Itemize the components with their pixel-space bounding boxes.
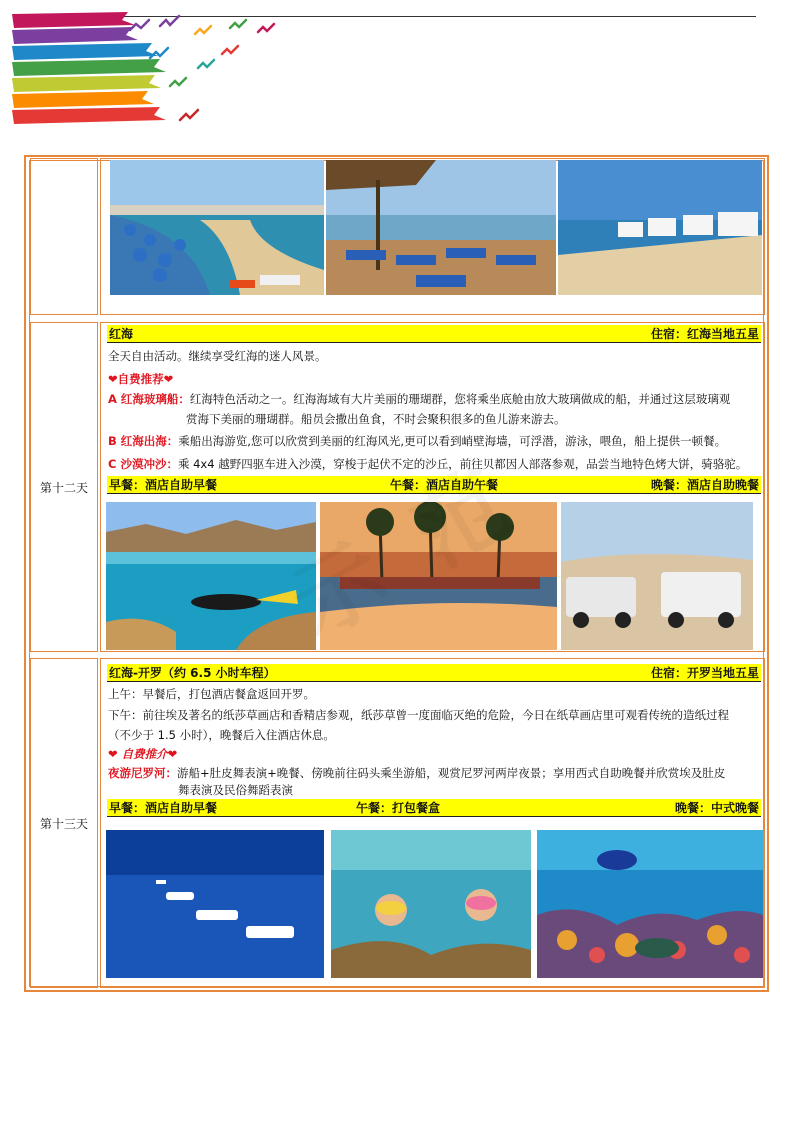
day13-lunch: 午餐：打包餐盒 xyxy=(356,801,441,815)
day12-lunch: 午餐：酒店自助午餐 xyxy=(390,478,499,492)
day13-afternoon: 下午：前往埃及著名的纸莎草画店和香精店参观，纸莎草曾一度面临灭绝的危险，今日在纸草画店里可观看传统的造纸过程 xyxy=(108,708,729,722)
day13-nile-cruise: 夜游尼罗河：游船+肚皮舞表演+晚餐、傍晚前往码头乘坐游船，观赏尼罗河两岸夜景；享用西式自助晚餐并欣赏埃及肚皮 xyxy=(108,766,726,780)
desert-4x4-photo xyxy=(561,502,753,650)
beach-umbrellas-photo xyxy=(110,160,324,295)
beach-villas-photo xyxy=(558,160,762,295)
day12-desc: 全天自由活动。继续享受红海的迷人风景。 xyxy=(108,349,327,363)
day12-title-bar xyxy=(107,325,761,343)
day12-breakfast: 早餐：酒店自助早餐 xyxy=(109,478,218,492)
day12-item-c: C 沙漠冲沙：乘 4x4 越野四驱车进入沙漠，穿梭于起伏不定的沙丘，前往贝都因人部落参观，品尝当地特色烤大饼，骑骆驼。 xyxy=(108,457,748,471)
day13-dinner: 晚餐：中式晚餐 xyxy=(674,801,759,815)
day13-nile-cruise-cont: 舞表演及民俗舞蹈表演 xyxy=(178,783,293,797)
day13-afternoon-cont: （不少于 1.5 小时），晚餐后入住酒店休息。 xyxy=(108,728,335,742)
day13-title: 红海-开罗（约 6.5 小时车程） xyxy=(109,666,276,680)
day12-hotel: 住宿：红海当地五星 xyxy=(650,327,759,341)
yachts-blue-sea-photo xyxy=(106,830,324,978)
coral-reef-fish-photo xyxy=(537,830,763,978)
day12-label: 第十二天 xyxy=(39,480,88,495)
children-snorkeling-photo xyxy=(331,830,531,978)
day12-dinner: 晚餐：酒店自助晚餐 xyxy=(650,478,759,492)
day13-label-cell xyxy=(30,658,98,988)
day13-morning: 上午：早餐后，打包酒店餐盒返回开罗。 xyxy=(108,687,315,701)
day12-item-b: B 红海出海：乘船出海游览,您可以欣赏到美丽的红海风光,更可以看到峭壁海墙，可浮潜，游泳，喂鱼，船上提供一顿餐。 xyxy=(108,434,727,448)
day13-title-bar xyxy=(107,664,761,682)
day13-hotel: 住宿：开罗当地五星 xyxy=(650,666,759,680)
day13-meals-bar xyxy=(107,799,761,817)
day12-title: 红海 xyxy=(109,327,134,341)
day13-breakfast: 早餐：酒店自助早餐 xyxy=(109,801,218,815)
day13-recommend-title: ❤ 自费推介❤ xyxy=(108,747,178,761)
day12-item-a: A 红海玻璃船：红海特色活动之一。红海海域有大片美丽的珊瑚群，您将乘坐底舱由放大玻璃做成的船，并通过这层玻璃观 xyxy=(108,392,731,406)
day12-item-a-cont: 赏海下美丽的珊瑚群。船员会撒出鱼食，不时会聚积很多的鱼儿游来游去。 xyxy=(186,412,566,426)
row-prev-day-cell xyxy=(30,158,98,315)
day12-label-cell xyxy=(30,322,98,652)
day13-label: 第十三天 xyxy=(39,816,88,831)
rainbow-birds-logo xyxy=(10,8,300,128)
beach-loungers-photo xyxy=(326,160,556,295)
day12-recommend-title: ❤自费推荐❤ xyxy=(108,372,174,386)
